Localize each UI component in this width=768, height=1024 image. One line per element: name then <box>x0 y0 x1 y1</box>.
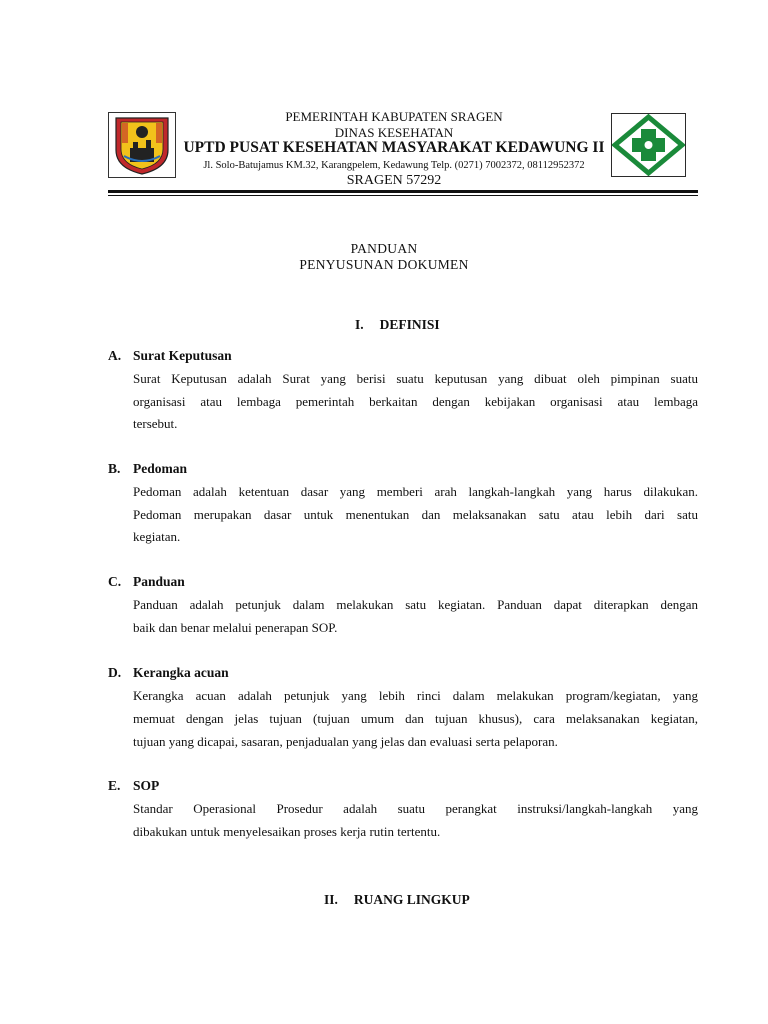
section-title-panduan: Panduan <box>133 574 185 589</box>
letterhead-divider-thick <box>108 190 698 193</box>
section-letter: A. <box>108 348 122 363</box>
institution-city: SRAGEN 57292 <box>346 173 442 188</box>
section-letter: E. <box>108 778 121 793</box>
section-d-line-1: Kerangka acuan adalah petunjuk yang lebih rinci dalam melakukan program/kegiatan, yang <box>133 688 698 703</box>
section-a-line-2: organisasi atau lembaga pemerintah berkaitan dengan kebijakan organisasi atau lembaga <box>133 394 698 409</box>
section-title-surat-keputusan: Surat Keputusan <box>133 348 232 363</box>
section-e-line-1: Standar Operasional Prosedur adalah suatu perangkat instruksi/langkah-langkah yang <box>133 801 698 816</box>
section-a-line-3: tersebut. <box>133 416 178 431</box>
section-letter: B. <box>108 461 121 476</box>
section-title-kerangka-acuan: Kerangka acuan <box>133 665 229 680</box>
section-d-line-2: memuat dengan jelas tujuan (tujuan umum dan tujuan khusus), cara melaksanakan kegiatan, <box>133 711 698 726</box>
section-a-line-1: Surat Keputusan adalah Surat yang berisi suatu keputusan yang dibuat oleh pimpinan suatu <box>133 371 698 386</box>
puskesmas-green-cross-icon <box>611 113 686 177</box>
government-name: PEMERINTAH KABUPATEN SRAGEN <box>285 109 503 124</box>
document-subtitle: PENYUSUNAN DOKUMEN <box>299 257 469 272</box>
section-title-pedoman: Pedoman <box>133 461 187 476</box>
section-title-sop: SOP <box>133 778 160 793</box>
section-b-line-1: Pedoman adalah ketentuan dasar yang memberi arah langkah-langkah yang harus dilakukan. <box>133 484 698 499</box>
section-b-line-3: kegiatan. <box>133 529 181 544</box>
section-b-line-2: Pedoman merupakan dasar untuk menentukan dan melaksanakan satu atau lebih dari satu <box>133 507 698 522</box>
department-name: DINAS KESEHATAN <box>334 125 454 140</box>
institution-address: Jl. Solo-Batujamus KM.32, Karangpelem, Kedawung Telp. (0271) 7002372, 08112952372 <box>203 160 585 171</box>
chapter-number: I. <box>355 317 364 332</box>
section-d-line-3: tujuan yang dicapai, sasaran, penjadualan yang jelas dan evaluasi serta pelaporan. <box>133 734 558 749</box>
section-c-line-2: baik dan benar melalui penerapan SOP. <box>133 620 338 635</box>
institution-name: UPTD PUSAT KESEHATAN MASYARAKAT KEDAWUNG II <box>183 139 605 156</box>
section-letter: C. <box>108 574 122 589</box>
section-c-line-1: Panduan adalah petunjuk dalam melakukan satu kegiatan. Panduan dapat diterapkan dengan <box>133 597 698 612</box>
section-e-line-2: dibakukan untuk menyelesaikan proses kerja rutin tertentu. <box>133 824 441 839</box>
chapter-heading-ruang-lingkup <box>324 892 470 908</box>
letterhead-divider-thin <box>108 195 698 196</box>
kabupaten-sragen-emblem-icon <box>108 112 176 178</box>
chapter-label: RUANG LINGKUP <box>353 892 470 907</box>
chapter-heading-definisi <box>355 317 440 333</box>
section-letter: D. <box>108 665 122 680</box>
chapter-label: DEFINISI <box>379 317 440 332</box>
chapter-number: II. <box>324 892 338 907</box>
document-title: PANDUAN <box>350 241 418 256</box>
